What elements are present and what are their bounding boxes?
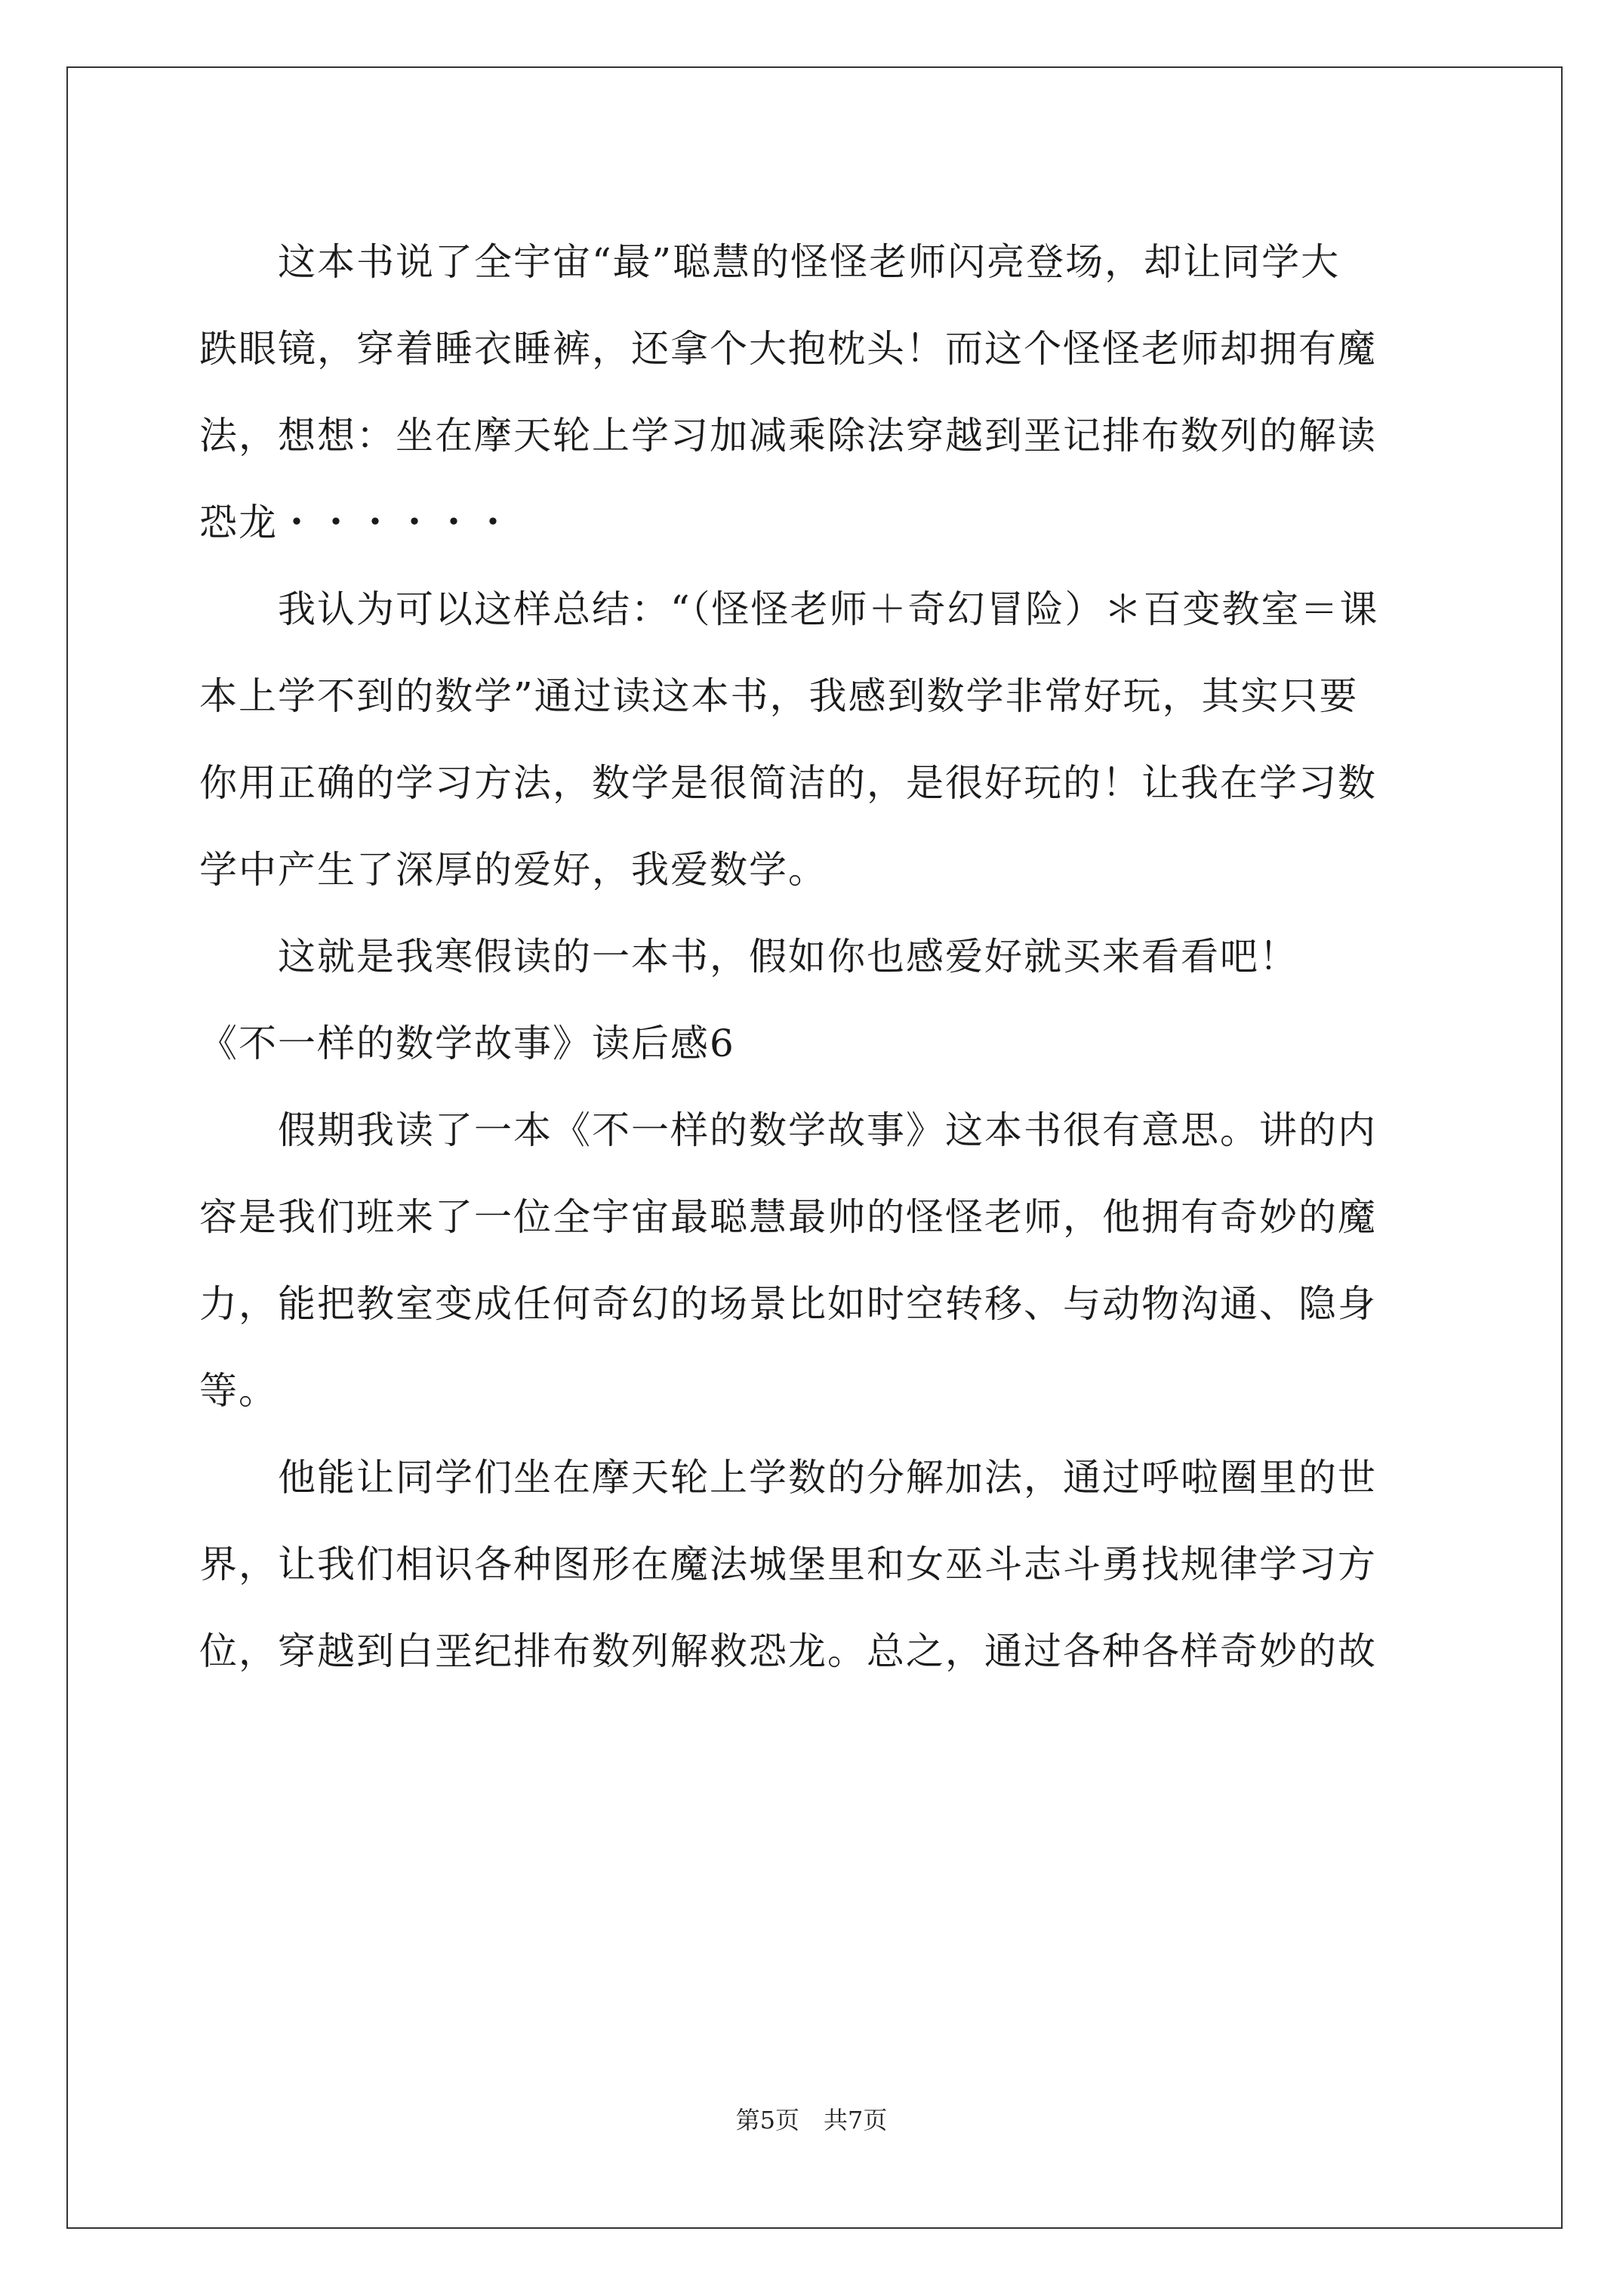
body-line: 本上学不到的数学”通过读这本书，我感到数学非常好玩，其实只要	[199, 674, 1359, 718]
body-line: 等。	[199, 1369, 278, 1413]
body-line: 恐龙・・・・・・	[199, 501, 513, 544]
body-line: 你用正确的学习方法，数学是很简洁的，是很好玩的！让我在学习数	[199, 761, 1377, 805]
body-line: 假期我读了一本《不一样的数学故事》这本书很有意思。讲的内	[199, 1108, 1377, 1152]
document-body	[199, 219, 1431, 1695]
body-line: 法，想想：坐在摩天轮上学习加减乘除法穿越到垩记排布数列的解读	[199, 414, 1377, 458]
body-line: 界，让我们相识各种图形在魔法城堡里和女巫斗志斗勇找规律学习方	[199, 1542, 1377, 1586]
body-line: 容是我们班来了一位全宇宙最聪慧最帅的怪怪老师，他拥有奇妙的魔	[199, 1195, 1377, 1239]
section-heading: 《不一样的数学故事》读后感6	[199, 1022, 735, 1065]
page-number-footer: 第5页 共7页	[735, 2106, 888, 2134]
body-line: 跌眼镜，穿着睡衣睡裤，还拿个大抱枕头！而这个怪怪老师却拥有魔	[199, 327, 1377, 371]
body-line: 我认为可以这样总结：“（怪怪老师＋奇幻冒险）＊百变教室＝课	[199, 587, 1379, 631]
body-line: 力，能把教室变成任何奇幻的场景比如时空转移、与动物沟通、隐身	[199, 1282, 1377, 1326]
body-line: 他能让同学们坐在摩天轮上学数的分解加法，通过呼啦圈里的世	[199, 1456, 1377, 1499]
body-line: 这就是我寒假读的一本书，假如你也感爱好就买来看看吧！	[199, 935, 1298, 978]
body-line: 学中产生了深厚的爱好，我爱数学。	[199, 848, 827, 892]
body-line: 这本书说了全宇宙“最”聪慧的怪怪老师闪亮登场，却让同学大	[199, 240, 1341, 284]
body-line: 位，穿越到白垩纪排布数列解救恐龙。总之，通过各种各样奇妙的故	[199, 1629, 1377, 1673]
